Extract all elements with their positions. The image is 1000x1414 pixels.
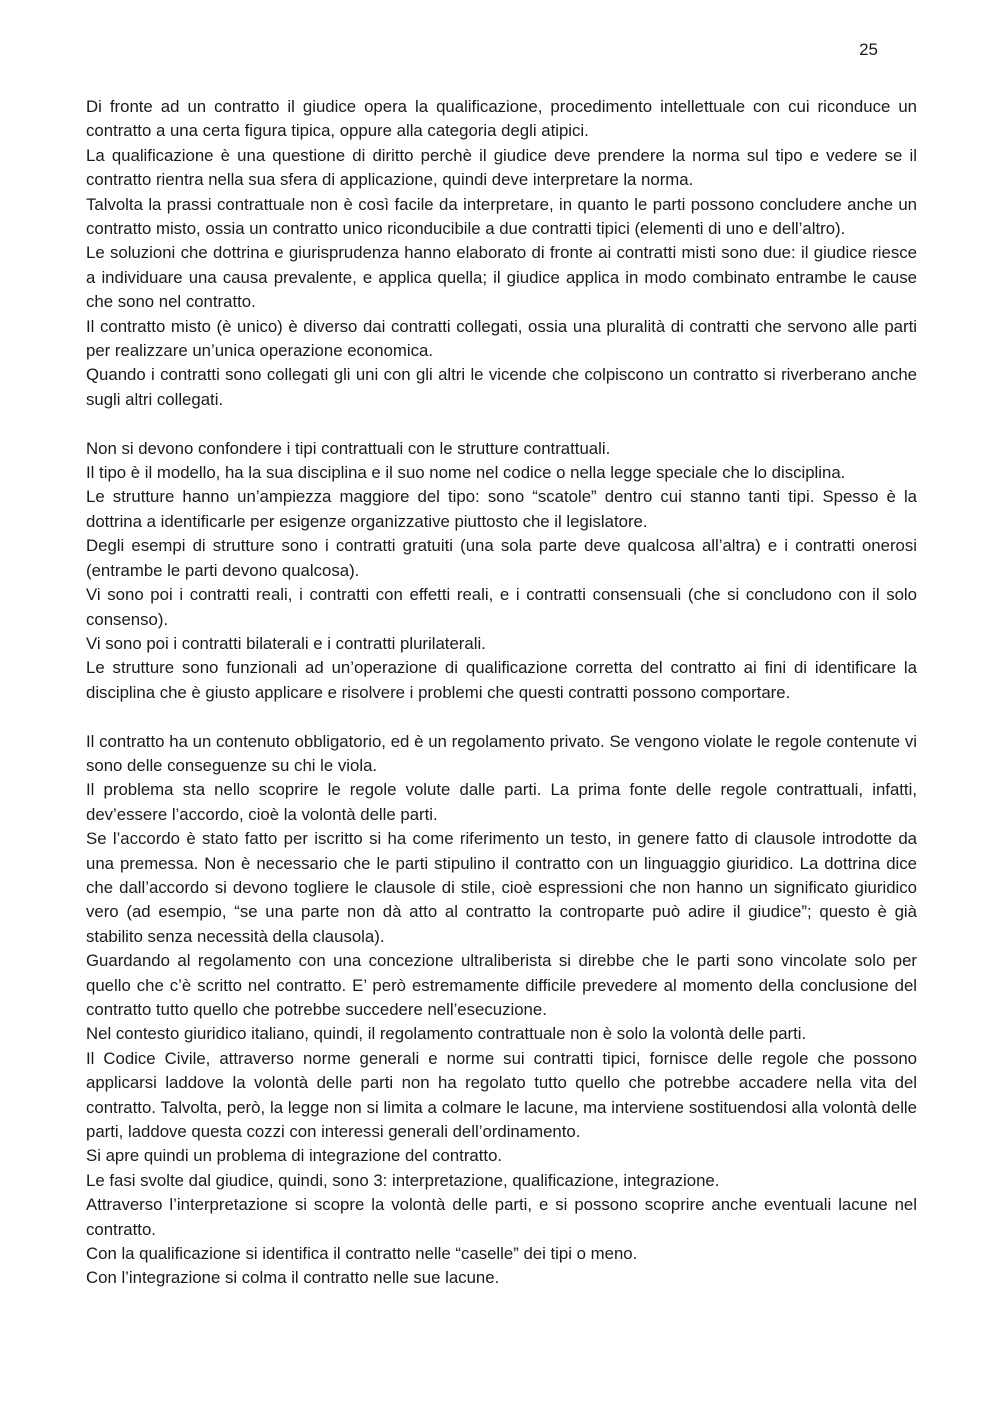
- paragraph: Il problema sta nello scoprire le regole volute dalle parti. La prima fonte delle regole contrattuali, infatti, dev’essere l’accordo, cioè la volontà delle parti.: [86, 780, 917, 824]
- paragraph: Il contratto misto (è unico) è diverso dai contratti collegati, ossia una pluralità di contratti che servono alle parti per realizzare un’unica operazione economica.: [86, 316, 917, 361]
- paragraph: Degli esempi di strutture sono i contratti gratuiti (una sola parte deve qualcosa all’altra) e i contratti onerosi (entrambe le parti devono qualcosa).: [86, 536, 917, 580]
- paragraph: Le fasi svolte dal giudice, quindi, sono 3: interpretazione, qualificazione, integrazione.: [86, 1170, 720, 1190]
- paragraph-spacer: [86, 412, 917, 436]
- paragraph: Attraverso l’interpretazione si scopre la volontà delle parti, e si possono scoprire anche eventuali lacune nel contratto.: [86, 1195, 917, 1239]
- paragraph: Guardando al regolamento con una concezione ultraliberista si direbbe che le parti sono vincolate solo per quello che c’è scritto nel contratto. E’ però estremamente difficile prevedere al momento della conclusione del contratto tutto quello che potrebbe succedere nell’esecuzione.: [86, 951, 917, 1019]
- paragraph: Il Codice Civile, attraverso norme generali e norme sui contratti tipici, fornisce delle regole che possono applicarsi laddove la volontà delle parti non ha regolato tutto quello che potrebbe accadere nella vita del contratto. Talvolta, però, la legge non si limita a colmare le lacune, ma interviene sostituendosi alla volontà delle parti, laddove questa cozzi con interessi generali dell’ordinamento.: [86, 1048, 917, 1142]
- paragraph: Il contratto ha un contenuto obbligatorio, ed è un regolamento privato. Se vengono violate le regole contenute vi sono delle conseguenze su chi le viola.: [86, 731, 917, 775]
- paragraph: Non si devono confondere i tipi contrattuali con le strutture contrattuali.: [86, 438, 611, 458]
- body-text: [86, 95, 917, 1291]
- paragraph: Con la qualificazione si identifica il contratto nelle “caselle” dei tipi o meno.: [86, 1244, 638, 1264]
- paragraph: Vi sono poi i contratti bilaterali e i contratti plurilaterali.: [86, 633, 486, 653]
- paragraph: Le strutture hanno un’ampiezza maggiore del tipo: sono “scatole” dentro cui stanno tanti tipi. Spesso è la dottrina a identificarle per esigenze organizzative piuttosto che il legislatore.: [86, 487, 917, 531]
- section-qualificazione: [86, 95, 917, 412]
- paragraph: Di fronte ad un contratto il giudice opera la qualificazione, procedimento intellettuale con cui riconduce un contratto a una certa figura tipica, oppure alla categoria degli atipici.: [86, 97, 917, 141]
- paragraph-spacer: [86, 705, 917, 729]
- paragraph: Si apre quindi un problema di integrazione del contratto.: [86, 1146, 503, 1166]
- paragraph: Quando i contratti sono collegati gli uni con gli altri le vicende che colpiscono un contratto si riverberano anche sugli altri collegati.: [86, 365, 917, 409]
- paragraph: La qualificazione è una questione di diritto perchè il giudice deve prendere la norma sul tipo e vedere se il contratto rientra nella sua sfera di applicazione, quindi deve interpretare la norma.: [86, 145, 917, 190]
- paragraph: Con l’integrazione si colma il contratto nelle sue lacune.: [86, 1268, 500, 1288]
- paragraph: Le strutture sono funzionali ad un’operazione di qualificazione corretta del contratto ai fini di identificare la disciplina che è giusto applicare e risolvere i problemi che questi contratti possono comportare.: [86, 658, 917, 702]
- paragraph: Il tipo è il modello, ha la sua disciplina e il suo nome nel codice o nella legge speciale che lo disciplina.: [86, 463, 846, 483]
- section-regolamento: [86, 730, 917, 1291]
- paragraph: Talvolta la prassi contrattuale non è così facile da interpretare, in quanto le parti possono concludere anche un contratto misto, ossia un contratto unico riconducibile a due contratti tipici (elementi di uno e dell’altro).: [86, 194, 917, 239]
- paragraph: Nel contesto giuridico italiano, quindi, il regolamento contrattuale non è solo la volontà delle parti.: [86, 1024, 807, 1044]
- page-number: 25: [859, 40, 878, 59]
- section-strutture: [86, 437, 917, 705]
- paragraph: Vi sono poi i contratti reali, i contratti con effetti reali, e i contratti consensuali (che si concludono con il solo consenso).: [86, 585, 917, 629]
- paragraph: Se l’accordo è stato fatto per iscritto si ha come riferimento un testo, in genere fatto di clausole introdotte da una premessa. Non è necessario che le parti stipulino il contratto con un linguaggio giuridico. La dottrina dice che dall’accordo si devono togliere le clausole di stile, cioè espressioni che non hanno un significato giuridico vero (ad esempio, “se una parte non dà atto al contratto la controparte può adire il giudice”; questo è già stabilito senza necessità della clausola).: [86, 829, 917, 946]
- paragraph: Le soluzioni che dottrina e giurisprudenza hanno elaborato di fronte ai contratti misti sono due: il giudice riesce a individuare una causa prevalente, e applica quella; il giudice applica in modo combinato entrambe le cause che sono nel contratto.: [86, 243, 917, 312]
